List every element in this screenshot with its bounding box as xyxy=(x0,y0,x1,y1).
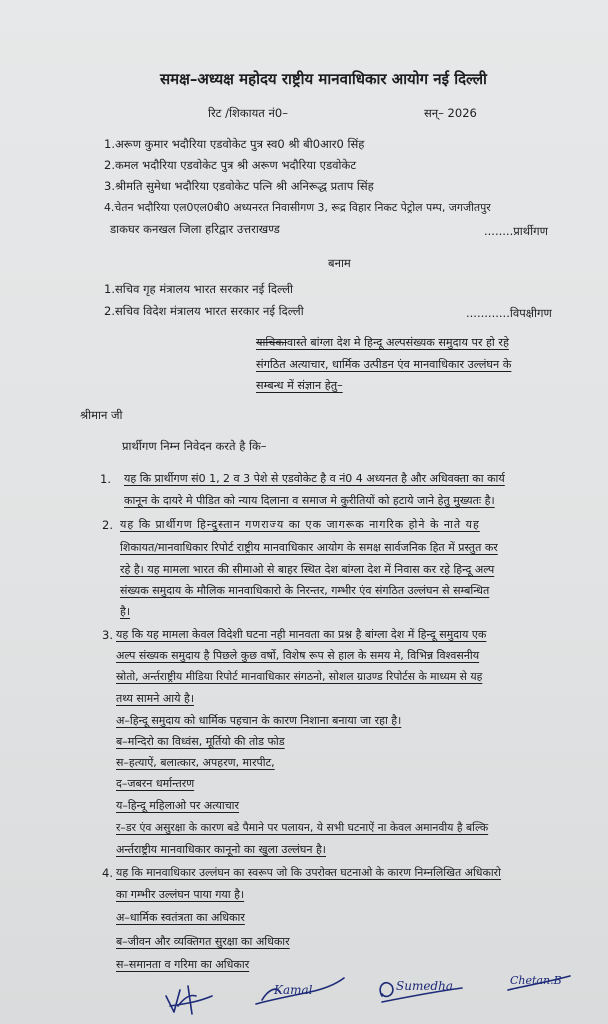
petitioner-4-address: डाकघर कनखल जिला हरिद्वार उत्तराखण्ड xyxy=(110,222,280,236)
subject-line-2: संगठित अत्याचार, धार्मिक उत्पीडन एंव मानवाधिकार उल्लंघन के xyxy=(256,358,512,371)
intro-line: प्रार्थीगण निम्न निवेदन करते है कि– xyxy=(122,439,267,453)
signature-1 xyxy=(158,976,218,1020)
para-2-line: है। xyxy=(120,605,131,618)
respondent-1: 1.सचिव गृह मंत्रालय भारत सरकार नई दिल्ली xyxy=(104,282,293,296)
petitioner-1: 1.अरूण कुमार भदौरिया एडवोकेट पुत्र स्व0 श्री बी0आर0 सिंह xyxy=(104,137,365,151)
para-4-line: का गम्भीर उल्लंघन पाया गया है। xyxy=(116,888,245,901)
para-3-item: अ–हिन्दू समुदाय को धार्मिक पहचान के कारण निशाना बनाया जा रहा है। xyxy=(116,714,402,727)
para-1-number: 1. xyxy=(100,472,111,486)
document-heading: समक्ष–अध्यक्ष महोदय राष्ट्रीय मानवाधिकार आयोग नई दिल्ली xyxy=(160,70,487,88)
para-3-line: तथ्य सामने आये है। xyxy=(116,692,194,705)
respondent-2: 2.सचिव विदेश मंत्रालय भारत सरकार नई दिल्ली xyxy=(104,304,304,318)
para-4-item: स–समानता व गरिमा का अधिकार xyxy=(116,958,250,971)
case-number-label: रिट /शिकायत नं0– xyxy=(208,106,288,120)
subject-line-1 xyxy=(256,336,509,350)
petitioners-tag: ........प्रार्थीगण xyxy=(484,224,548,238)
svg-text:Kamal: Kamal xyxy=(274,983,313,997)
subject-text-1: वास्ते बांग्ला देश मे हिन्दू अल्पसंख्यक समुदाय पर हो रहे xyxy=(286,336,509,349)
para-1-line: कानून के दायरे मे पीडित को न्याय दिलाना व समाज मे कुरीतियों को हटाये जाने हेतु मुख्यतः है। xyxy=(124,494,495,507)
para-3-line: यह कि यह मामला केवल विदेशी घटना नही मानवता का प्रश्न है बांग्ला देश में हिन्दू समुदाय एक xyxy=(116,628,487,641)
para-3-item: अर्न्तराष्ट्रीय मानवाधिकार कानूनो का खुला उल्लंघन है। xyxy=(116,843,326,856)
petitioner-4: 4.चेतन भदौरिया एल0एल0बी0 अध्यनरत निवासीगण 3, रूद्र विहार निकट पेट्रोल पम्प, जगजीतपुर xyxy=(104,201,491,214)
para-3-line: अल्प संख्यक समुदाय है पिछले कुछ वर्षो, विशेष रूप से हाल के समय मे, विभिन्न विश्वसनीय xyxy=(116,649,480,662)
para-3-item: य–हिन्दू महिलाओ पर अत्याचार xyxy=(116,799,240,812)
svg-text:Chetan.B: Chetan.B xyxy=(510,974,562,987)
subject-line-3: सम्बन्ध में संज्ञान हेतु– xyxy=(256,379,343,392)
respondents-tag: ............विपक्षीगण xyxy=(466,306,552,320)
struck-word: याचिका xyxy=(256,336,287,349)
para-3-line: स्रोतो, अर्न्तराष्ट्रीय मीडिया रिपोर्ट मानवाधिकार संगठनो, सोशल ग्राउण्ड रिपोर्टस के माध्यम से यह xyxy=(116,670,483,683)
para-2-line: रहे है। यह मामला भारत की सीमाओ से बाहर स्थित देश बांग्ला देश में निवास कर रहे हिन्दू अल्प xyxy=(120,563,495,576)
para-2-number: 2. xyxy=(102,518,113,532)
para-4-number: 4. xyxy=(102,866,113,880)
para-3-item: स–हत्याऐं, बलात्कार, अपहरण, मारपीट, xyxy=(116,756,275,769)
signature-3 xyxy=(372,966,472,1008)
para-4-item: ब–जीवन और व्यक्तिगत सुरक्षा का अधिकार xyxy=(116,935,290,948)
para-2-line: शिकायत/मानवाधिकार रिपोर्ट राष्ट्रीय मानवाधिकार आयोग के समक्ष सार्वजनिक हित में प्रस्तुत कर xyxy=(120,541,498,554)
year-label: सन्– 2026 xyxy=(424,106,477,120)
para-2-line: संख्यक समुदाय के मौलिक मानवाधिकारो के निरन्तर, गम्भीर एंव संगठित उल्लंघन से सम्बन्धित xyxy=(120,584,490,597)
para-3-item: र–डर एंव असुरक्षा के कारण बडे पैमाने पर पलायन, ये सभी घटनाऐं ना केवल अमानवीय है बल्कि xyxy=(116,821,489,834)
para-2-line: यह कि प्रार्थीगण हिन्दुस्तान गणराज्य का एक जागरूक नागरिक होने के नाते यह xyxy=(120,518,480,531)
versus-label: बनाम xyxy=(328,256,351,270)
para-3-item: ब–मन्दिरो का विध्वंस, मूर्तियो की तोड फोड xyxy=(116,735,285,748)
salutation: श्रीमान जी xyxy=(80,408,123,422)
signature-4 xyxy=(504,962,574,996)
para-4-line: यह कि मानवाधिकार उल्लंघन का स्वरूप जो कि उपरोक्त घटनाओ के कारण निम्नलिखित अधिकारो xyxy=(116,866,501,879)
svg-text:Sumedha: Sumedha xyxy=(396,979,453,993)
para-3-item: द–जबरन धर्मान्तरण xyxy=(116,777,195,790)
para-1-line: यह कि प्रार्थीगण सं0 1, 2 व 3 पेशे से एडवोकेट है व नं0 4 अध्यनत है और अधिवक्ता का कार्य xyxy=(124,472,505,485)
petitioner-2: 2.कमल भदौरिया एडवोकेट पुत्र श्री अरूण भदौरिया एडवोकेट xyxy=(104,158,357,172)
para-3-number: 3. xyxy=(102,628,113,642)
para-4-item: अ–धार्मिक स्वतंत्रता का अधिकार xyxy=(116,911,245,924)
signature-2 xyxy=(250,970,350,1012)
petitioner-3: 3.श्रीमति सुमेधा भदौरिया एडवोकेट पत्नि श्री अनिरूद्ध प्रताप सिंह xyxy=(104,179,374,193)
